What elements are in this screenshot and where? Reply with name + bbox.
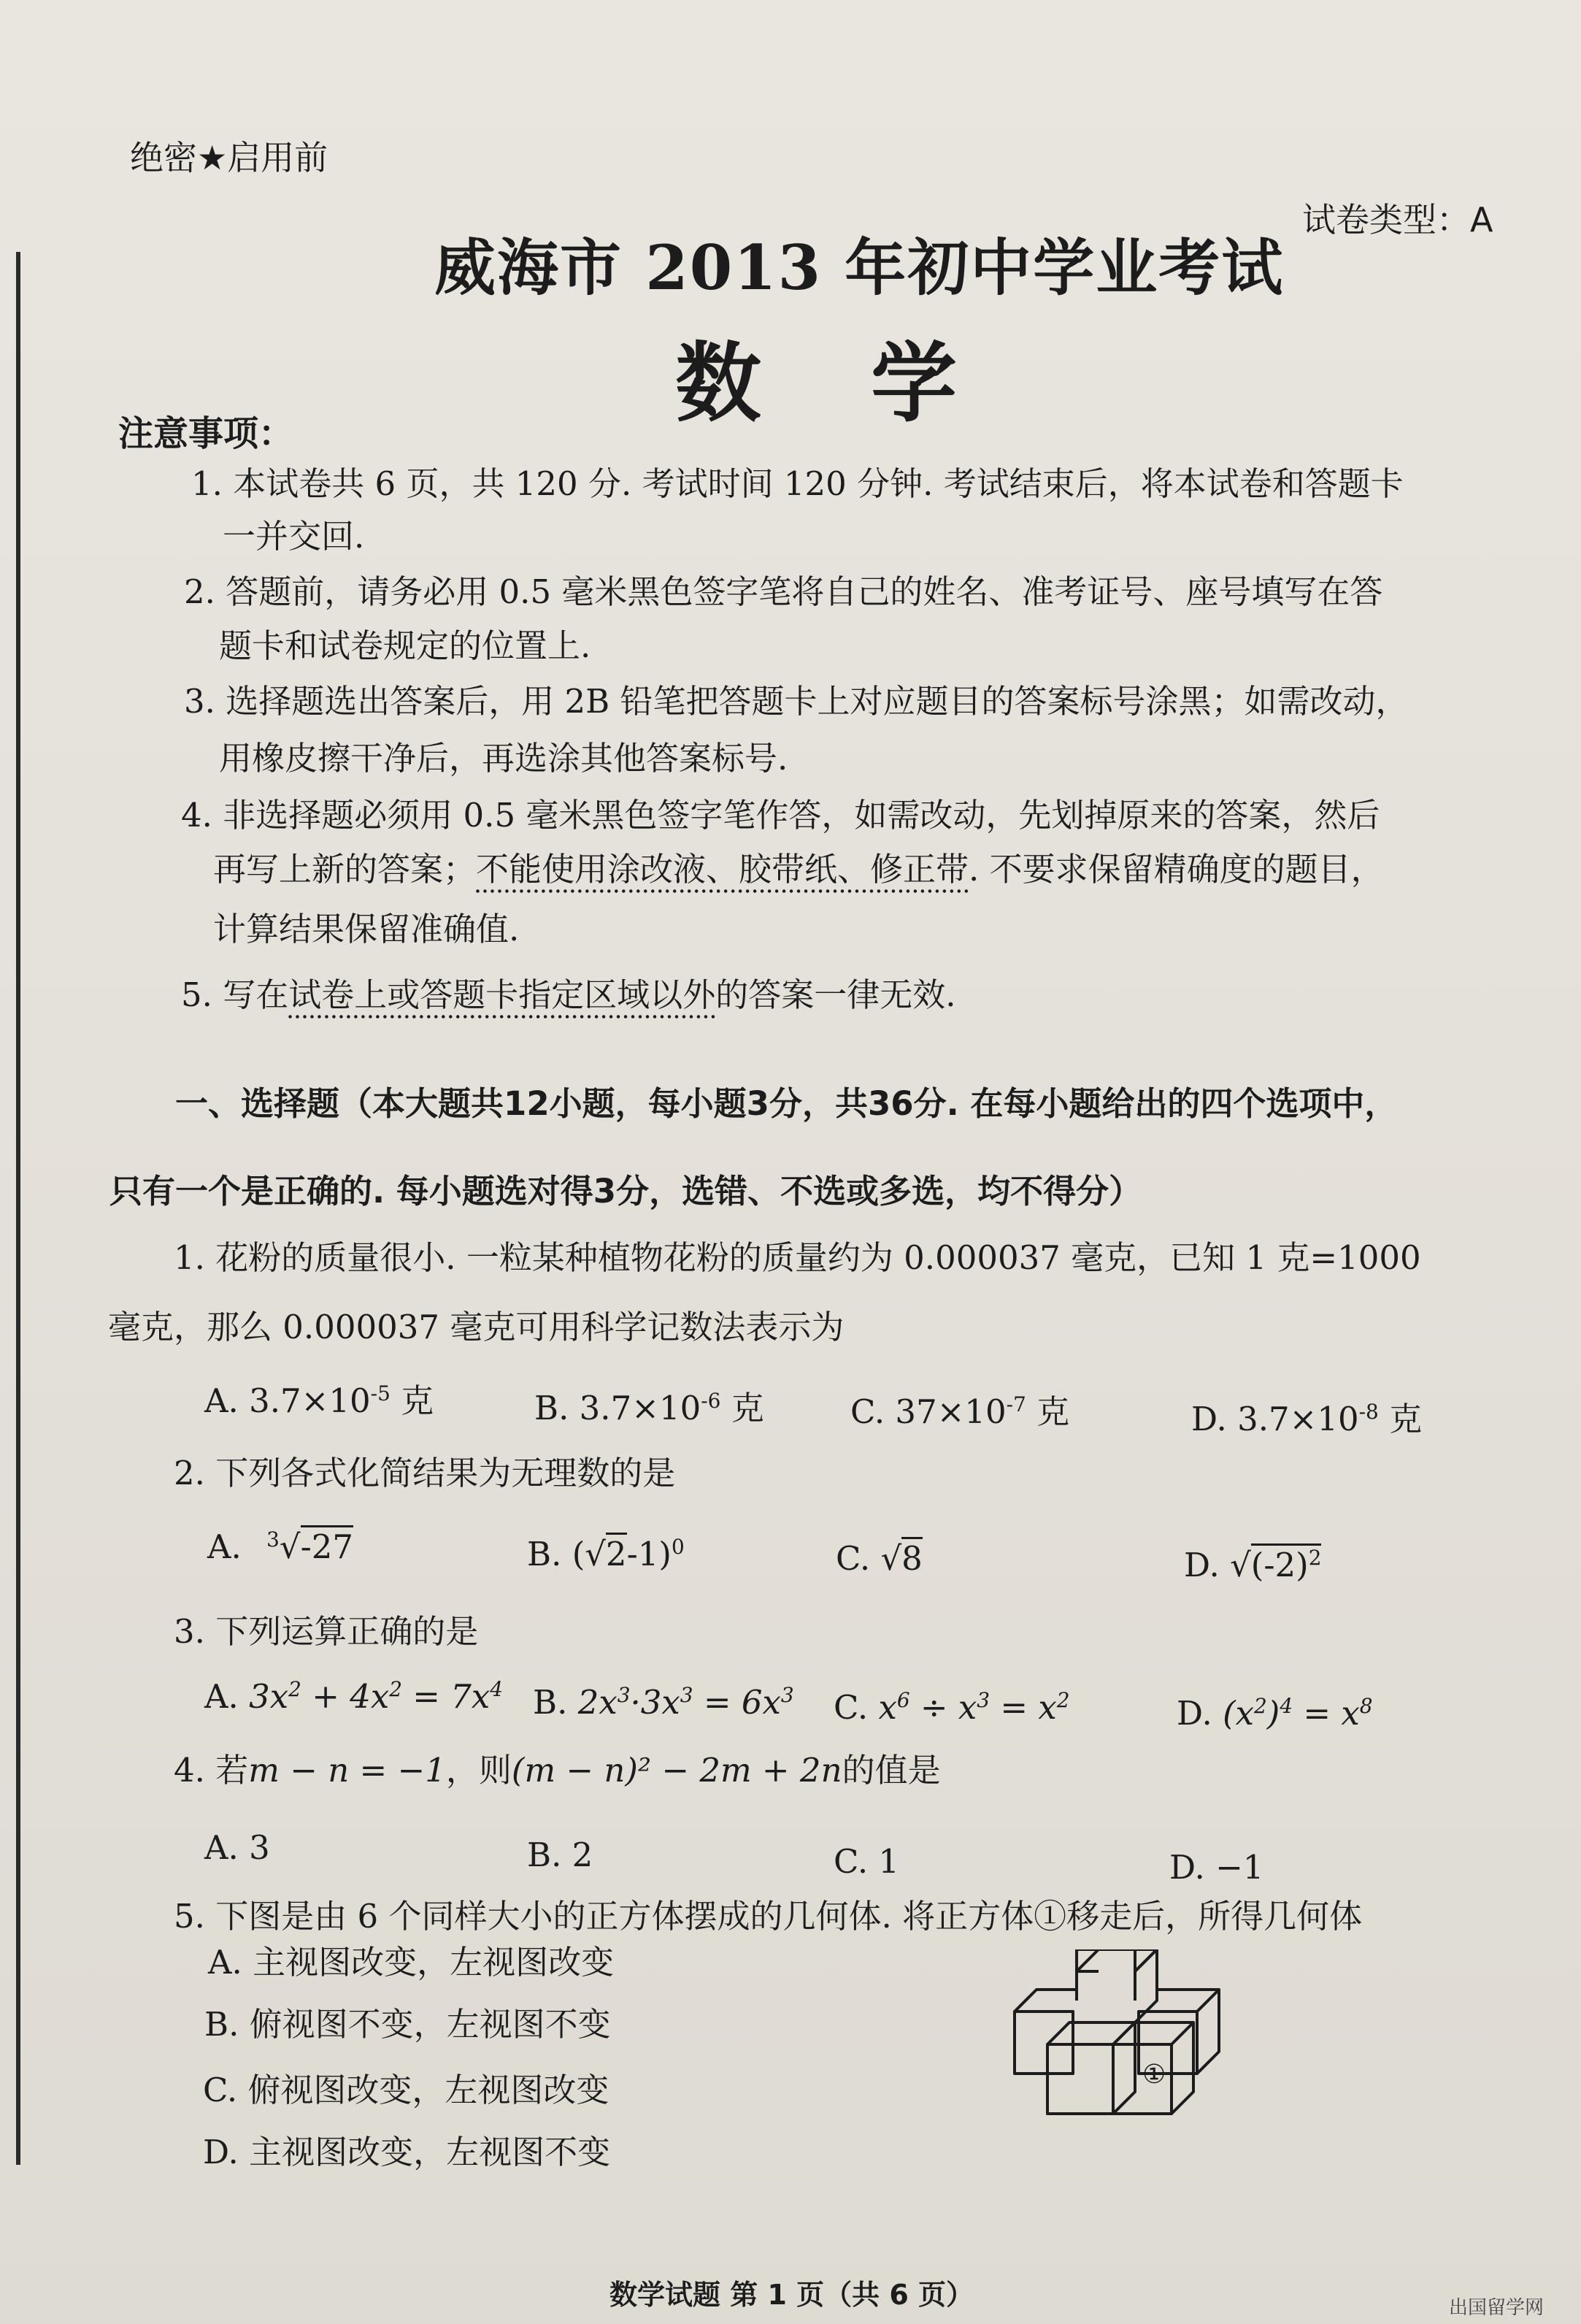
notice-line: 题卡和试卷规定的位置上.: [219, 626, 591, 665]
q3-option-d: D. $(x^2)^4 = x^8$: [1177, 1694, 1373, 1733]
notice-line-start: [213, 850, 1384, 889]
notice-line: 计算结果保留准确值.: [213, 910, 520, 948]
section-desc-2: 只有一个是正确的. 每小题选对得3分，选错、不选或多选，均不得分）: [109, 1172, 1142, 1211]
cube-stack-figure: [1000, 1949, 1234, 2139]
q1-option-b: B. $3.7\times 10^{-6}$ 克: [534, 1389, 764, 1427]
q5-stem: 5. 下图是由 6 个同样大小的正方体摆成的几何体. 将正方体①移走后，所得几何体: [174, 1897, 1363, 1936]
subject-title: 数学: [675, 332, 1067, 434]
exam-title: 威海市 2013 年初中学业考试: [434, 231, 1285, 304]
q5-option-a: A. 主视图改变，左视图改变: [208, 1943, 615, 1982]
notice-line: 3. 选择题选出答案后，用 2B 铅笔把答题卡上对应题目的答案标号涂黑；如需改动，: [184, 682, 1409, 721]
q3-option-c: C. $x^6 \div x^3 = x^2$: [834, 1688, 1070, 1727]
notice-line: 4. 非选择题必须用 0.5 毫米黑色签字笔作答，如需改动，先划掉原来的答案，然后: [181, 796, 1380, 835]
q3-option-b: B. $2x^3\cdot 3x^3 = 6x^3$: [533, 1683, 794, 1722]
q3-stem: 3. 下列运算正确的是: [174, 1612, 479, 1651]
notice-emphasis: 不能使用涂改液、胶带纸、修正带: [476, 850, 969, 889]
confidential-label: 绝密★启用前: [130, 138, 328, 177]
notice-line: 2. 答题前，请务必用 0.5 毫米黑色签字笔将自己的姓名、准考证号、座号填写在答: [184, 572, 1383, 611]
q1-stem: 1. 花粉的质量很小. 一粒某种植物花粉的质量约为 0.000037 毫克，已知 1 克=1000: [174, 1238, 1421, 1277]
notice-text: 5. 写在: [181, 975, 289, 1014]
notice-line: 用橡皮擦干净后，再选涂其他答案标号.: [219, 739, 788, 778]
notice-line-5: [181, 975, 956, 1014]
q5-option-c: C. 俯视图改变，左视图改变: [203, 2071, 609, 2109]
page-footer: 数学试题 第 1 页（共 6 页）: [609, 2279, 974, 2311]
notice-line: 一并交回.: [223, 517, 365, 556]
q2-option-d: D. $√(-2)^2$: [1184, 1548, 1321, 1581]
q1-option-a: A. $3.7\times 10^{-5}$ 克: [204, 1381, 434, 1420]
q2-stem: 2. 下列各式化简结果为无理数的是: [174, 1454, 676, 1492]
q1-option-d: D. $3.7\times 10^{-8}$ 克: [1191, 1400, 1423, 1438]
q2-option-b: B. $(√2-1)^0$: [527, 1537, 685, 1571]
margin-rule: [16, 252, 20, 2165]
q4-stem: 4. 若m − n = −1，则(m − n)² − 2m + 2n的值是: [174, 1751, 941, 1790]
section-title: 一、选择题: [175, 1084, 340, 1123]
q4-option-d: D. −1: [1169, 1848, 1264, 1887]
notice-text: . 不要求保留精确度的题目，: [969, 850, 1384, 889]
q3-option-a: A. $3x^2 + 4x^2 = 7x^4$: [204, 1677, 504, 1716]
notice-heading: 注意事项：: [118, 413, 294, 454]
notice-text: 再写上新的答案；: [213, 850, 477, 889]
section-heading: [175, 1077, 1397, 1124]
paper-type: 试卷类型：A: [1302, 200, 1493, 239]
q4-option-b: B. 2: [527, 1836, 593, 1874]
notice-line: 1. 本试卷共 6 页，共 120 分. 考试时间 120 分钟. 考试结束后，将本试卷和答题卡: [191, 464, 1404, 503]
notice-text: 的答案一律无效.: [715, 975, 956, 1014]
q5-option-d: D. 主视图改变，左视图不变: [203, 2133, 611, 2171]
watermark-logo: 出国留学网: [1449, 2297, 1545, 2319]
q5-option-b: B. 俯视图不变，左视图不变: [204, 2005, 611, 2044]
cube-label: ①: [1142, 2060, 1166, 2090]
q4-option-c: C. 1: [834, 1842, 900, 1881]
q4-option-a: A. 3: [204, 1828, 270, 1867]
q2-option-a: A. $^3$√-27: [207, 1530, 353, 1563]
notice-emphasis: 试卷上或答题卡指定区域以外: [288, 975, 716, 1014]
q1-stem: 毫克，那么 0.000037 毫克可用科学记数法表示为: [108, 1308, 845, 1346]
section-desc: （本大题共12小题，每小题3分，共36分. 在每小题给出的四个选项中，: [339, 1084, 1398, 1123]
q2-option-c: C. √8: [836, 1542, 923, 1575]
q1-option-c: C. $37\times 10^{-7}$ 克: [850, 1392, 1070, 1431]
